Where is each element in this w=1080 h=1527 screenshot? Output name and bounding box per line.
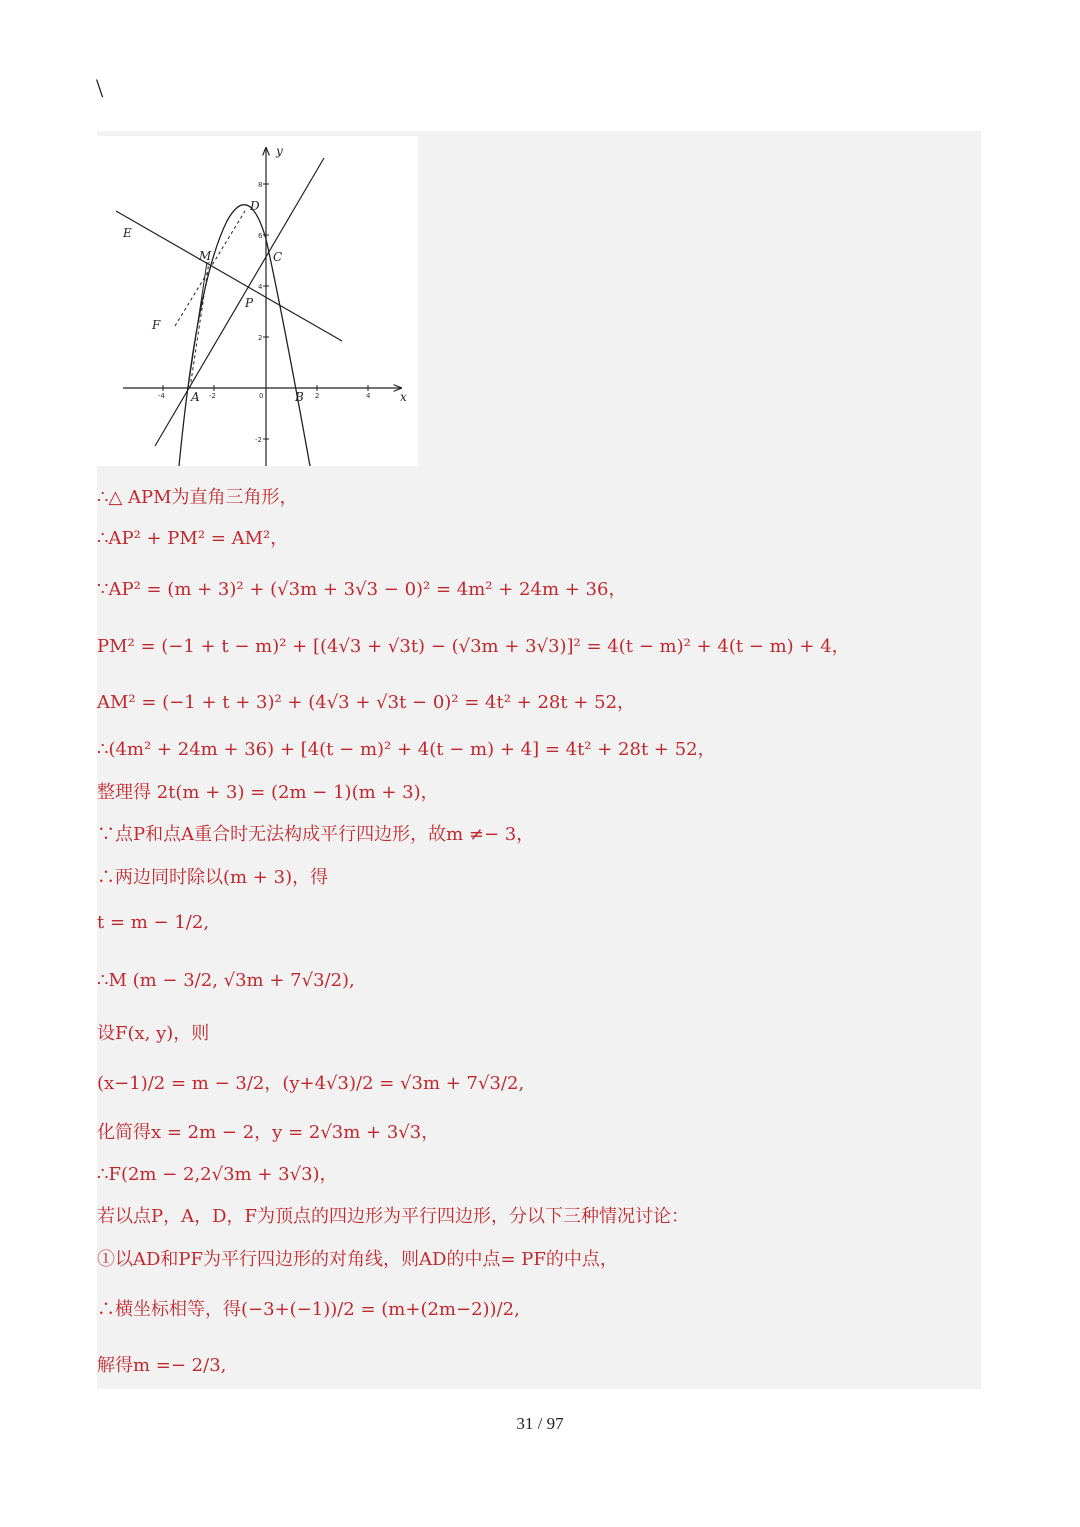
y-tick-label: 2	[258, 334, 263, 342]
point-b-label: B	[295, 390, 304, 404]
solution-line: ∴M (m − 3/2, √3m + 7√3/2),	[97, 970, 355, 991]
axis-y-label: y	[276, 144, 283, 158]
solution-line: 解得m =− 2/3,	[97, 1355, 227, 1376]
solution-line: PM² = (−1 + t − m)² + [(4√3 + √3t) − (√3m + 3√3)]² = 4(t − m)² + 4(t − m) + 4，	[97, 636, 850, 657]
solution-line: 化简得x = 2m − 2，y = 2√3m + 3√3，	[97, 1122, 440, 1143]
solution-line: ∴F(2m − 2,2√3m + 3√3)，	[97, 1164, 338, 1185]
x-tick-label: -4	[158, 392, 165, 400]
solution-line: t = m − 1/2,	[97, 912, 210, 933]
solution-line: ∴两边同时除以(m + 3)，得	[97, 867, 329, 888]
x-tick-label: -2	[209, 392, 216, 400]
segment-am	[188, 262, 207, 388]
point-d-label: D	[250, 199, 260, 213]
point-f-label: F	[152, 318, 161, 332]
line-em	[116, 211, 342, 341]
point-p-label: P	[245, 296, 254, 310]
x-tick-label: 0	[259, 392, 264, 400]
solution-line: ∵点P和点A重合时无法构成平行四边形，故m ≠− 3，	[97, 824, 535, 845]
solution-line: ∴AP² + PM² = AM²，	[97, 528, 289, 549]
solution-line: ∴△ APM为直角三角形，	[97, 487, 298, 508]
point-a-label: A	[191, 390, 200, 404]
solution-panel	[97, 131, 981, 1389]
solution-line: ∴横坐标相等，得(−3+(−1))/2 = (m+(2m−2))/2,	[97, 1299, 520, 1320]
y-tick-label: 8	[258, 181, 263, 189]
y-tick-label: 4	[258, 283, 263, 291]
axis-x-label: x	[400, 390, 407, 404]
point-c-label: C	[273, 250, 283, 264]
solution-line: 整理得 2t(m + 3) = (2m − 1)(m + 3)，	[97, 782, 439, 803]
point-m-label: M	[199, 249, 212, 263]
x-tick-label: 2	[315, 392, 320, 400]
y-tick-label: 6	[258, 232, 263, 240]
header-mark: \	[96, 74, 104, 103]
solution-line: (x−1)/2 = m − 3/2，(y+4√3)/2 = √3m + 7√3/2,	[97, 1073, 525, 1094]
solution-line: 若以点P，A，D，F为顶点的四边形为平行四边形，分以下三种情况讨论：	[97, 1206, 690, 1227]
solution-line: ∵AP² = (m + 3)² + (√3m + 3√3 − 0)² = 4m² + 24m + 36，	[97, 579, 627, 600]
function-graph	[97, 136, 418, 466]
x-tick-label: 4	[366, 392, 371, 400]
solution-line: 设F(x, y)，则	[97, 1023, 210, 1044]
solution-line: ①以AD和PF为平行四边形的对角线，则AD的中点= PF的中点，	[97, 1249, 618, 1270]
parabola-curve	[179, 205, 310, 466]
solution-line: AM² = (−1 + t + 3)² + (4√3 + √3t − 0)² = 4t² + 28t + 52，	[97, 692, 636, 713]
page-number: 31 / 97	[516, 1414, 564, 1433]
y-tick-label: -2	[255, 436, 262, 444]
point-e-label: E	[123, 226, 132, 240]
solution-line: ∴(4m² + 24m + 36) + [4(t − m)² + 4(t − m) + 4] = 4t² + 28t + 52，	[97, 739, 716, 760]
dashed-mf	[175, 211, 245, 326]
